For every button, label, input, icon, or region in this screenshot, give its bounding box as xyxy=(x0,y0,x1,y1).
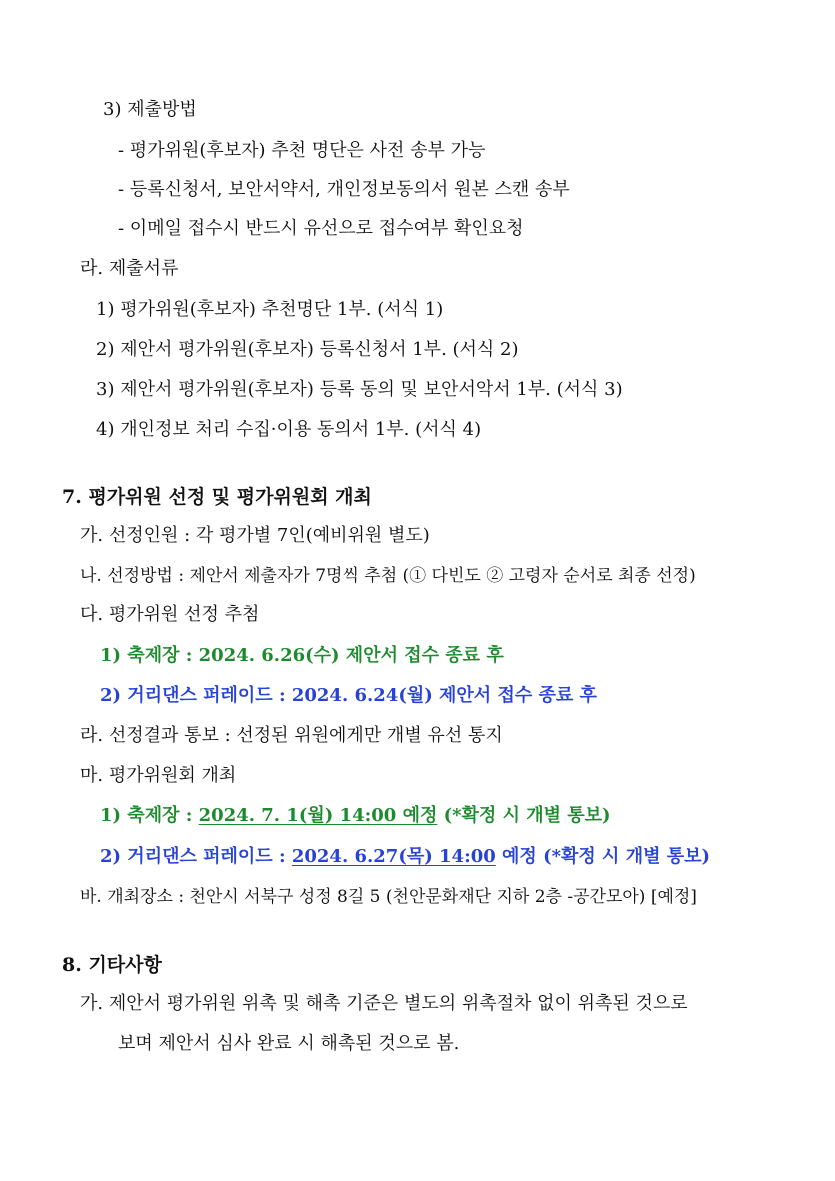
committee-meeting-title: 마. 평가위원회 개최 xyxy=(80,765,237,786)
other-matters-line-2: 보며 제안서 심사 완료 시 해촉된 것으로 봄. xyxy=(118,1033,460,1054)
submission-method-title: 3) 제출방법 xyxy=(103,99,197,120)
committee-meeting-festival-date: 2024. 7. 1(월) 14:00 예정 xyxy=(198,805,438,826)
selection-count: 가. 선정인원 : 각 평가별 7인(예비위원 별도) xyxy=(80,525,430,546)
committee-meeting-parade xyxy=(100,844,710,870)
committee-meeting-festival-note: (*확정 시 개별 통보) xyxy=(437,805,611,826)
submission-method-item-3: - 이메일 접수시 반드시 유선으로 접수여부 확인요청 xyxy=(118,218,524,239)
committee-meeting-festival-label: 1) 축제장 : xyxy=(100,805,199,826)
committee-meeting-festival xyxy=(100,803,611,829)
committee-meeting-parade-note: 예정 (*확정 시 개별 통보) xyxy=(495,846,711,867)
section-8-heading: 8. 기타사항 xyxy=(62,954,162,976)
submission-document-2: 2) 제안서 평가위원(후보자) 등록신청서 1부. (서식 2) xyxy=(96,339,519,360)
committee-meeting-parade-label: 2) 거리댄스 퍼레이드 : xyxy=(100,846,292,867)
selection-draw-title: 다. 평가위원 선정 추첨 xyxy=(80,604,260,625)
submission-documents-title: 라. 제출서류 xyxy=(80,258,179,279)
submission-method-item-2: - 등록신청서, 보안서약서, 개인정보동의서 원본 스캔 송부 xyxy=(118,179,570,200)
selection-draw-parade: 2) 거리댄스 퍼레이드 : 2024. 6.24(월) 제안서 접수 종료 후 xyxy=(100,685,597,706)
submission-document-1: 1) 평가위원(후보자) 추천명단 1부. (서식 1) xyxy=(96,299,444,320)
selection-draw-festival: 1) 축제장 : 2024. 6.26(수) 제안서 접수 종료 후 xyxy=(100,645,504,666)
meeting-venue: 바. 개최장소 : 천안시 서북구 성정 8길 5 (천안문화재단 지하 2층 -공간모아) [예정] xyxy=(80,887,697,907)
selection-method: 나. 선정방법 : 제안서 제출자가 7명씩 추첨 (① 다빈도 ② 고령자 순서로 최종 선정) xyxy=(80,566,696,586)
selection-result-notice: 라. 선정결과 통보 : 선정된 위원에게만 개별 유선 통지 xyxy=(80,725,503,746)
submission-method-item-1: - 평가위원(후보자) 추천 명단은 사전 송부 가능 xyxy=(118,140,486,161)
section-7-heading: 7. 평가위원 선정 및 평가위원회 개최 xyxy=(62,486,372,508)
other-matters-line-1: 가. 제안서 평가위원 위촉 및 해촉 기준은 별도의 위촉절차 없이 위촉된 것으로 xyxy=(80,993,688,1014)
submission-document-3: 3) 제안서 평가위원(후보자) 등록 동의 및 보안서악서 1부. (서식 3) xyxy=(96,379,623,400)
submission-document-4: 4) 개인정보 처리 수집·이용 동의서 1부. (서식 4) xyxy=(96,419,482,440)
committee-meeting-parade-date: 2024. 6.27(목) 14:00 xyxy=(291,846,496,867)
